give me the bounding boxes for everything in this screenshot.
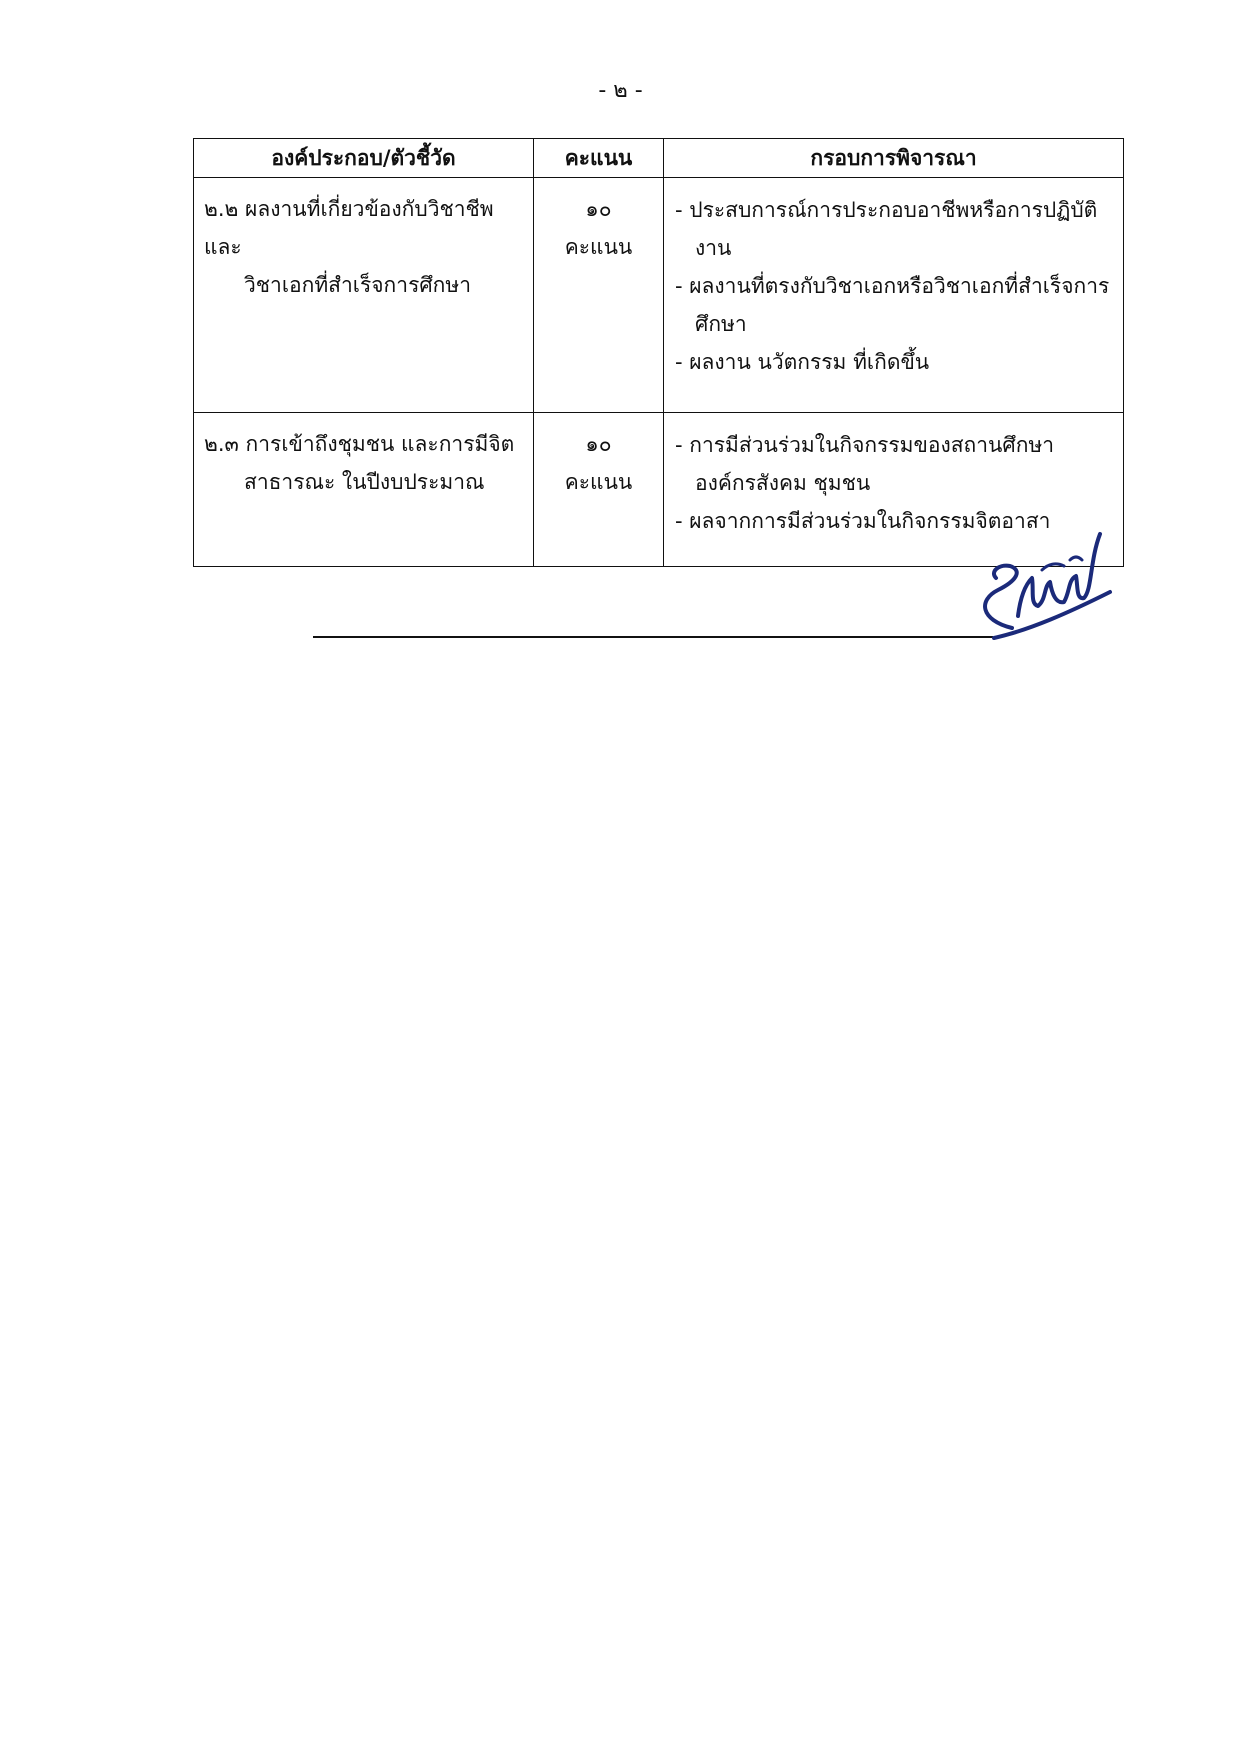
indicator-title-continued: สาธารณะ ในปีงบประมาณ	[244, 470, 485, 494]
criteria-item: - การมีส่วนร่วมในกิจกรรมของสถานศึกษา องค์กรสังคม ชุมชน	[675, 433, 1055, 495]
criteria-table	[193, 138, 1124, 567]
signature-line	[313, 636, 993, 638]
criteria-item: - ผลจากการมีส่วนร่วมในกิจกรรมจิตอาสา	[675, 509, 1051, 533]
indicator-cell	[194, 413, 534, 567]
table-header-row	[194, 139, 1124, 178]
score-cell	[534, 413, 664, 567]
indicator-cell	[194, 178, 534, 413]
indicator-title: ๒.๒ ผลงานที่เกี่ยวข้องกับวิชาชีพและ	[204, 197, 494, 259]
criteria-item: - ประสบการณ์การประกอบอาชีพหรือการปฏิบัติงาน	[675, 198, 1098, 260]
score-unit: คะแนน	[564, 235, 633, 259]
score-cell	[534, 178, 664, 413]
handwritten-signature	[960, 520, 1120, 650]
table-row	[194, 178, 1124, 413]
header-criteria: กรอบการพิจารณา	[664, 139, 1124, 178]
header-indicator: องค์ประกอบ/ตัวชี้วัด	[194, 139, 534, 178]
criteria-list	[665, 179, 1122, 389]
score-value: ๑๐	[585, 197, 612, 221]
criteria-item: - ผลงานที่ตรงกับวิชาเอกหรือวิชาเอกที่สำเร็จการศึกษา	[675, 274, 1110, 336]
header-score: คะแนน	[534, 139, 664, 178]
criteria-item: - ผลงาน นวัตกรรม ที่เกิดขึ้น	[675, 350, 930, 374]
criteria-cell	[664, 178, 1124, 413]
indicator-title: ๒.๓ การเข้าถึงชุมชน และการมีจิต	[204, 432, 515, 456]
score-unit: คะแนน	[564, 470, 633, 494]
indicator-title-continued: วิชาเอกที่สำเร็จการศึกษา	[244, 273, 472, 297]
score-value: ๑๐	[585, 432, 612, 456]
page-number: - ๒ -	[598, 78, 643, 103]
